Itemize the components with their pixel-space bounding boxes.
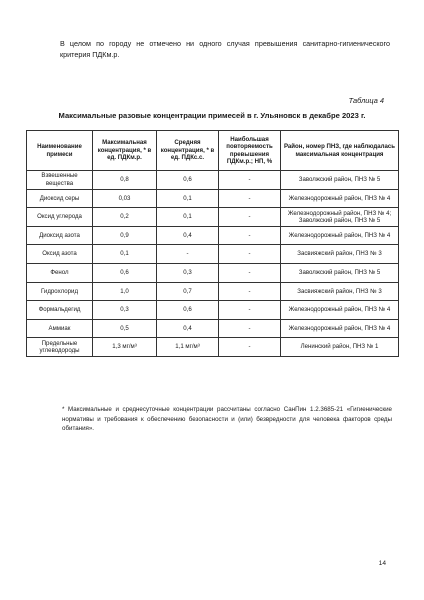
cell-zone: Засвияжский район, ПНЗ № 3	[281, 245, 399, 264]
cell-substance: Фенол	[27, 263, 93, 282]
cell-max: 0,2	[93, 208, 157, 227]
cell-substance: Оксид азота	[27, 245, 93, 264]
cell-zone: Заволжский район, ПНЗ № 5	[281, 171, 399, 190]
header-max: Максимальная концентрация, * в ед. ПДКм.р.	[93, 131, 157, 171]
cell-substance: Диоксид серы	[27, 189, 93, 208]
table-row	[27, 319, 399, 338]
cell-max: 0,6	[93, 263, 157, 282]
header-substance: Наименование примеси	[27, 131, 93, 171]
table-number: Таблица 4	[348, 96, 384, 105]
cell-zone: Железнодорожный район, ПНЗ № 4	[281, 319, 399, 338]
cell-substance: Гидрохлорид	[27, 282, 93, 301]
table-row	[27, 263, 399, 282]
header-avg: Средняя концентрация, * в ед. ПДКс.с.	[157, 131, 219, 171]
cell-substance: Аммиак	[27, 319, 93, 338]
table-row	[27, 226, 399, 245]
cell-avg: 0,1	[157, 189, 219, 208]
intro-paragraph: В целом по городу не отмечено ни одного случая превышения санитарно-гигиенического критерия ПДКм.р.	[60, 39, 390, 59]
cell-zone: Железнодорожный район, ПНЗ № 4; Заволжский район, ПНЗ № 5	[281, 208, 399, 227]
table-caption: Максимальные разовые концентрации примесей в г. Ульяновск в декабре 2023 г.	[58, 111, 366, 120]
cell-avg: 0,1	[157, 208, 219, 227]
cell-substance: Диоксид азота	[27, 226, 93, 245]
cell-avg: 1,1 мг/м³	[157, 338, 219, 357]
table-row	[27, 245, 399, 264]
cell-substance: Оксид углерода	[27, 208, 93, 227]
cell-substance: Взвешенные вещества	[27, 171, 93, 190]
cell-avg: 0,4	[157, 319, 219, 338]
cell-np: -	[219, 208, 281, 227]
table-row	[27, 171, 399, 190]
cell-np: -	[219, 245, 281, 264]
cell-max: 0,8	[93, 171, 157, 190]
cell-substance: Формальдегид	[27, 301, 93, 320]
cell-max: 1,3 мг/м³	[93, 338, 157, 357]
cell-zone: Ленинский район, ПНЗ № 1	[281, 338, 399, 357]
cell-np: -	[219, 319, 281, 338]
table-row	[27, 338, 399, 357]
cell-zone: Заволжский район, ПНЗ № 5	[281, 263, 399, 282]
cell-avg: 0,7	[157, 282, 219, 301]
cell-max: 0,03	[93, 189, 157, 208]
cell-np: -	[219, 338, 281, 357]
table-header-row	[27, 131, 399, 171]
cell-np: -	[219, 301, 281, 320]
cell-avg: 0,4	[157, 226, 219, 245]
cell-substance: Предельные углеводороды	[27, 338, 93, 357]
cell-max: 0,5	[93, 319, 157, 338]
header-zone: Район, номер ПНЗ, где наблюдалась максимальная концентрация	[281, 131, 399, 171]
cell-max: 0,1	[93, 245, 157, 264]
table-row	[27, 208, 399, 227]
cell-zone: Железнодорожный район, ПНЗ № 4	[281, 301, 399, 320]
cell-avg: -	[157, 245, 219, 264]
page-number: 14	[378, 560, 386, 567]
cell-np: -	[219, 263, 281, 282]
cell-zone: Железнодорожный район, ПНЗ № 4	[281, 226, 399, 245]
cell-avg: 0,6	[157, 171, 219, 190]
cell-max: 1,0	[93, 282, 157, 301]
cell-zone: Железнодорожный район, ПНЗ № 4	[281, 189, 399, 208]
cell-avg: 0,3	[157, 263, 219, 282]
table-row	[27, 189, 399, 208]
concentration-table	[26, 130, 399, 357]
cell-zone: Засвияжский район, ПНЗ № 3	[281, 282, 399, 301]
footnote: * Максимальные и среднесуточные концентрации рассчитаны согласно СанПин 1.2.3685-21 «Гигиенические нормативы и требования к обеспечению безопасности и (или) безвредности для человека факторов среды обитания».	[62, 406, 392, 433]
cell-np: -	[219, 189, 281, 208]
cell-np: -	[219, 226, 281, 245]
table-row	[27, 301, 399, 320]
cell-max: 0,3	[93, 301, 157, 320]
cell-max: 0,9	[93, 226, 157, 245]
cell-avg: 0,6	[157, 301, 219, 320]
table-row	[27, 282, 399, 301]
header-np: Наибольшая повторяемость превышения ПДКм.р.; НП, %	[219, 131, 281, 171]
cell-np: -	[219, 171, 281, 190]
cell-np: -	[219, 282, 281, 301]
